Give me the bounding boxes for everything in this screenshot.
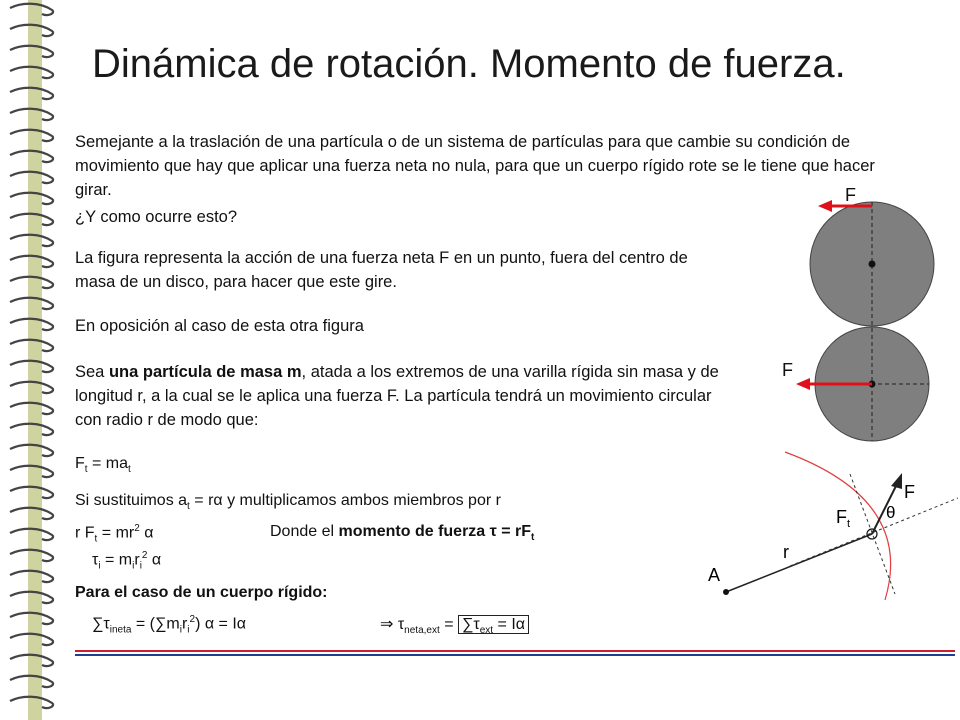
disk-top-force-arrowhead xyxy=(818,200,832,212)
particle-text-b: , atada a los extremos de una varilla rígida sin masa y de longitud r, a la cual se le aplica una fuerza F. La partícula tendrá un movimiento circular con radio r de modo que: xyxy=(75,363,719,429)
torque-definition: Donde el momento de fuerza $\tau = rF_t$ xyxy=(270,523,535,544)
equation-substitution: Si sustituimos $a_t = r\alpha$ y multiplicamos ambos miembros por r xyxy=(75,492,501,513)
equation-torque-net: $\sum\tau_{ineta} = (\sum m_ir_i^2) \alpha = I\alpha$ xyxy=(92,614,247,636)
physics-figures xyxy=(690,180,960,600)
disk-top-force-label: F xyxy=(845,185,856,205)
disk-top xyxy=(810,185,934,326)
disk-bottom-force-arrowhead xyxy=(796,378,810,390)
theta-label: θ xyxy=(886,503,896,522)
equation-torque-ext: ⇒ $\tau_{neta,ext} = \sum\tau_{ext} = I\alpha$ xyxy=(380,614,529,636)
equation-torque-i: $\tau_i = m_ir_i^2$ α xyxy=(92,550,162,572)
opposition-text: En oposición al caso de esta otra figura xyxy=(75,317,364,335)
intro-paragraph: Semejante a la traslación de una partícula o de un sistema de partículas para que cambie su condición de movimiento que hay que aplicar una fuerza neta no nula, para que un cuerpo rígido rote se le tiene que hacer girar. xyxy=(75,133,875,199)
tangential-force-label: $F_t$ xyxy=(836,507,851,530)
boxed-result: $\sum\tau_{ext} = I\alpha$ xyxy=(458,615,529,634)
point-a-label: A xyxy=(708,565,721,585)
particle-text-a: Sea xyxy=(75,363,109,381)
equation-ft: $F_t = ma_t$ xyxy=(75,455,131,476)
page-title: Dinámica de rotación. Momento de fuerza. xyxy=(92,42,846,86)
spiral-binding xyxy=(0,0,70,720)
particle-diagram xyxy=(708,452,958,600)
particle-text-bold: una partícula de masa m xyxy=(108,363,302,381)
equation-rft: r $F_t = mr^2$ α xyxy=(75,523,154,545)
particle-paragraph xyxy=(75,360,725,432)
rod-r xyxy=(726,534,872,592)
rigid-body-heading: Para el caso de un cuerpo rígido: xyxy=(75,584,328,601)
disk-figure-description: La figura representa la acción de una fuerza neta F en un punto, fuera del centro de masa de un disco, para hacer que este gire. xyxy=(75,249,688,291)
force-label: F xyxy=(904,482,915,502)
disk-top-center xyxy=(869,261,876,268)
divider-red xyxy=(75,650,955,652)
pivot-point xyxy=(723,589,729,595)
disk-bottom xyxy=(782,327,929,441)
force-vector-arrowhead xyxy=(891,473,902,489)
divider-blue xyxy=(75,654,955,656)
radius-label: r xyxy=(783,542,789,562)
disk-bottom-force-label: F xyxy=(782,360,793,380)
question-text: ¿Y como ocurre esto? xyxy=(75,208,238,226)
